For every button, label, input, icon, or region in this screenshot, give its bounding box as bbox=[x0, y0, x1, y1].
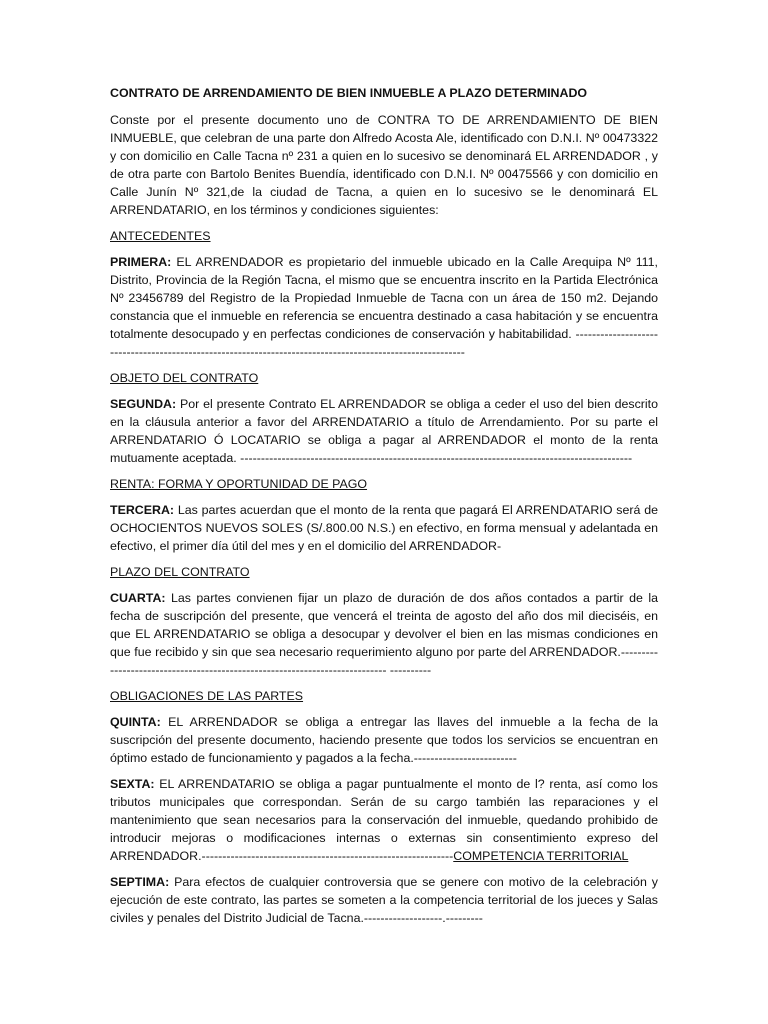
clause-text: Para efectos de cualquier controversia que se genere con motivo de la celebración y ejecución de este contrato, las partes se someten a la competencia territorial de los jueces y Salas civiles y penales del Distrito Judicial de Tacna.-------------------.--------- bbox=[110, 875, 658, 925]
section-heading-obligaciones: OBLIGACIONES DE LAS PARTES bbox=[110, 689, 304, 703]
clause-text: EL ARRENDATARIO se obliga a pagar puntualmente el monto de l? renta, así como los tributos municipales que correspondan. Serán de su cargo también las reparaciones y el mantenimiento que sean necesarios para la conservación del inmueble, quedando prohibido de introducir mejoras o modificaciones internas o externas sin consentimiento expreso del ARRENDADOR.------------------------------------------------------------- bbox=[110, 777, 658, 863]
clause-primera bbox=[110, 253, 658, 361]
section-heading-renta: RENTA: FORMA Y OPORTUNIDAD DE PAGO bbox=[110, 477, 368, 491]
clause-lead: QUINTA: bbox=[110, 715, 161, 729]
section-heading-objeto: OBJETO DEL CONTRATO bbox=[110, 371, 259, 385]
document-title: CONTRATO DE ARRENDAMIENTO DE BIEN INMUEBLE A PLAZO DETERMINADO bbox=[110, 86, 588, 100]
clause-renta bbox=[110, 475, 658, 555]
clause-septima bbox=[110, 873, 658, 927]
clause-text: EL ARRENDADOR se obliga a entregar las llaves del inmueble a la fecha de la suscripción del presente documento, haciendo presente que todos los servicios se encuentran en óptimo estado de funcionamiento y pagados a la fecha.------------------------- bbox=[110, 715, 658, 765]
clause-obligaciones bbox=[110, 687, 658, 767]
clause-quinta bbox=[110, 713, 658, 767]
clause-lead: PRIMERA: bbox=[110, 255, 172, 269]
clause-plazo bbox=[110, 563, 658, 679]
clause-tercera bbox=[110, 501, 658, 555]
clause-text: EL ARRENDADOR es propietario del inmueble ubicado en la Calle Arequipa Nº 111, Distrito, Provincia de la Región Tacna, el mismo que se encuentra inscrito en la Partida Electrónica Nº 23456789 del Registro de la Propiedad Inmueble de Tacna con un área de 150 m2. Dejando constancia que el inmueble en referencia se encuentra destinado a casa habitación y se encuentra totalmente desocupado y en perfectas condiciones de conservación y habitabilidad. ---------------------------------------------------------------------------------------------------------- bbox=[110, 255, 658, 359]
clause-lead: SEPTIMA: bbox=[110, 875, 170, 889]
intro-paragraph: Conste por el presente documento uno de CONTRA TO DE ARRENDAMIENTO DE BIEN INMUEBLE, que celebran de una parte don Alfredo Acosta Ale, identificado con D.N.I. Nº 00473322 y con domicilio en Calle Tacna nº 231 a quien en lo sucesivo se denominará EL ARRENDADOR , y de otra parte con Bartolo Benites Buendía, identificado con D.N.I. Nº 00475566 y con domicilio en Calle Junín Nº 321,de la ciudad de Tacna, a quien en lo sucesivo se le denominará EL ARRENDATARIO, en los términos y condiciones siguientes: bbox=[110, 113, 658, 217]
section-heading-plazo: PLAZO DEL CONTRATO bbox=[110, 565, 250, 579]
clause-text: Las partes convienen fijar un plazo de duración de dos años contados a partir de la fecha de suscripción del presente, que vencerá el treinta de agosto del año dos mil dieciséis, en que EL ARRENDATARIO se obliga a desocupar y devolver el bien en las mismas condiciones en que fue recibido y sin que sea necesario requerimiento alguno por parte del ARRENDADOR.---------------------------------------------------------------------------- ---------- bbox=[110, 591, 658, 677]
clause-sexta bbox=[110, 775, 658, 865]
clause-lead: SEGUNDA: bbox=[110, 397, 177, 411]
clause-segunda bbox=[110, 395, 658, 467]
clause-cuarta bbox=[110, 589, 658, 679]
clause-objeto bbox=[110, 369, 658, 467]
clause-lead: TERCERA: bbox=[110, 503, 175, 517]
clause-lead: CUARTA: bbox=[110, 591, 166, 605]
clause-text: Las partes acuerdan que el monto de la renta que pagará El ARRENDATARIO será de OCHOCIENTOS NUEVOS SOLES (S/.800.00 N.S.) en efectivo, en forma mensual y adelantada en efectivo, el primer día útil del mes y en el domicilio del ARRENDADOR- bbox=[110, 503, 658, 553]
clause-lead: SEXTA: bbox=[110, 777, 155, 791]
section-heading-competencia: COMPETENCIA TERRITORIAL bbox=[453, 849, 629, 863]
clause-text: Por el presente Contrato EL ARRENDADOR se obliga a ceder el uso del bien descrito en la cláusula anterior a favor del ARRENDATARIO a título de Arrendamiento. Por su parte el ARRENDATARIO Ó LOCATARIO se obliga a pagar al ARRENDADOR el monto de la renta mutuamente aceptada. ----------------------------------------------------------------------------------------------- bbox=[110, 397, 658, 465]
clause-antecedentes bbox=[110, 227, 658, 361]
section-heading-antecedentes: ANTECEDENTES bbox=[110, 229, 211, 243]
